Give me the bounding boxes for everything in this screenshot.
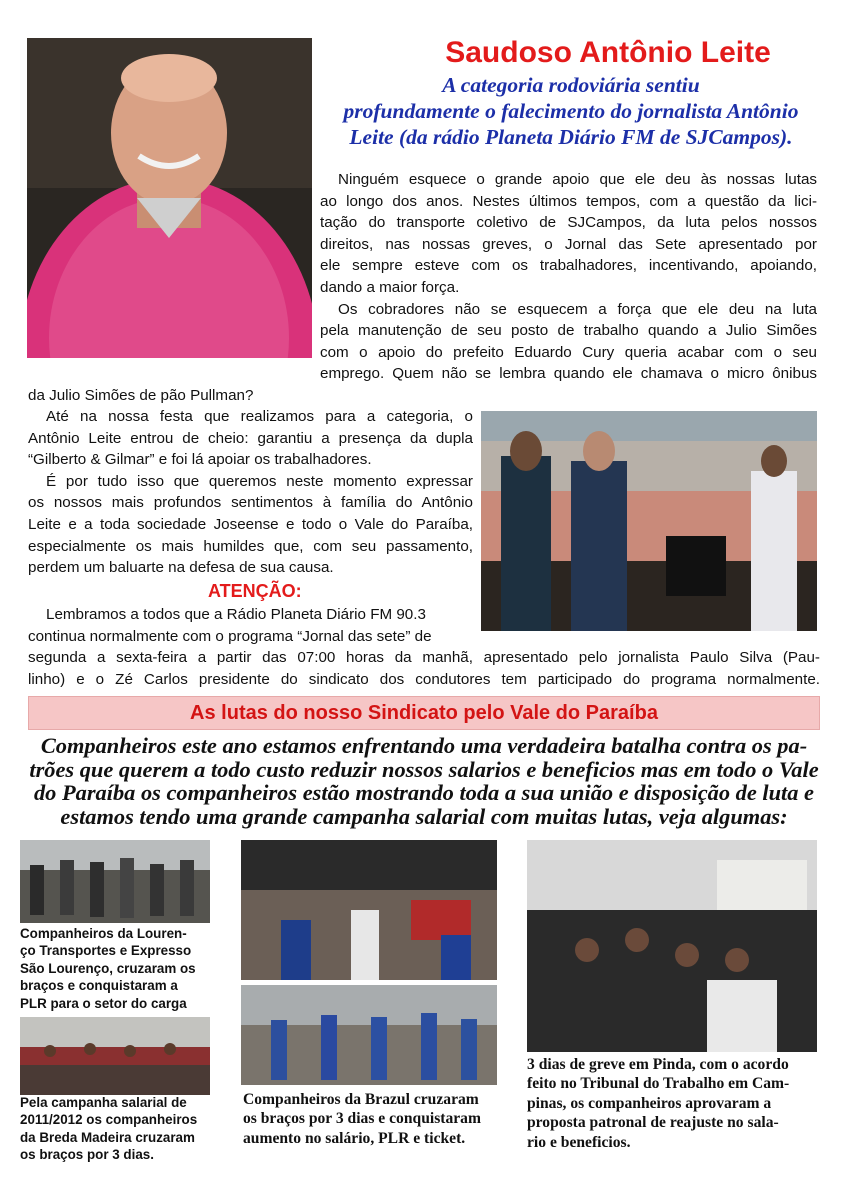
body-line: pela manutenção de seu posto de trabalho quando a Julio Simões bbox=[320, 322, 817, 340]
body-line: “Gilberto & Gilmar” e foi lá apoiar os trabalhadores. bbox=[28, 451, 372, 469]
subtitle-line: profundamente o falecimento do jornalista Antônio bbox=[343, 99, 799, 123]
body-line: Ninguém esquece o grande apoio que ele deu às nossas lutas bbox=[338, 171, 817, 188]
caption-line: braços e conquistaram a bbox=[20, 978, 178, 994]
lourenco-strike-photo bbox=[20, 840, 210, 923]
article-title: Saudoso Antônio Leite bbox=[445, 36, 771, 69]
caption-line: rio e beneficios. bbox=[527, 1133, 631, 1151]
body-line: dando a maior força. bbox=[320, 278, 460, 296]
caption-line: pinas, os companheiros aprovaram a bbox=[527, 1094, 772, 1112]
body-line: Leite e a toda sociedade Joseense e todo o Vale do Paraíba, bbox=[28, 515, 473, 533]
caption-brazul bbox=[243, 1090, 481, 1148]
subtitle-line: A categoria rodoviária sentiu bbox=[442, 73, 700, 97]
intro-line: Companheiros este ano estamos enfrentando uma verdadeira batalha contra os pa- bbox=[40, 733, 808, 758]
article-subtitle bbox=[316, 72, 826, 150]
body-line: ele sempre esteve com os trabalhadores, incentivando, apoiando, bbox=[320, 257, 817, 275]
intro-line: trões que querem a todo custo reduzir nossos salarios e beneficios mas em todo o Vale bbox=[29, 756, 819, 782]
body-line: emprego. Quem não se lembra quando ele chamava o micro ônibus bbox=[320, 365, 817, 383]
caption-line: aumento no salário, PLR e ticket. bbox=[243, 1129, 466, 1147]
caption-line: São Lourenço, cruzaram os bbox=[20, 960, 196, 976]
caption-line: Companheiros da Brazul cruzaram bbox=[243, 1091, 479, 1108]
body-line: com o apoio do prefeito Eduardo Cury queria acabar com o seu bbox=[320, 343, 817, 361]
body-line: da Julio Simões de pão Pullman? bbox=[28, 387, 254, 404]
body-line: Os cobradores não se esquecem a força que ele deu na luta bbox=[338, 300, 817, 318]
caption-line: Pela campanha salarial de bbox=[20, 1095, 187, 1110]
body-line: ao longo dos anos. Nestes últimos tempos, com a questão da lici- bbox=[320, 192, 817, 210]
article-body-right bbox=[320, 169, 817, 385]
pinda-assembly-photo bbox=[527, 840, 817, 1052]
breda-strike-photo bbox=[20, 1017, 210, 1095]
body-line: É por tudo isso que queremos neste momento expressar bbox=[46, 472, 473, 490]
festival-stage-photo bbox=[481, 411, 817, 631]
subtitle-line: Leite (da rádio Planeta Diário FM de SJCampos). bbox=[349, 125, 793, 149]
body-line: Lembramos a todos que a Rádio Planeta Diário FM 90.3 bbox=[46, 606, 426, 623]
attention-body bbox=[28, 604, 820, 690]
body-line: direitos, nas nossas greves, o Jornal das Sete apresentado por bbox=[320, 235, 817, 253]
section-intro bbox=[28, 734, 820, 828]
brazul-meeting-photo bbox=[241, 840, 497, 980]
caption-line: os braços por 3 dias. bbox=[20, 1147, 154, 1163]
intro-line: estamos tendo uma grande campanha salarial com muitas lutas, veja algumas: bbox=[60, 803, 788, 829]
caption-breda bbox=[20, 1094, 197, 1164]
caption-line: proposta patronal de reajuste no sala- bbox=[527, 1114, 779, 1132]
brazul-strike-photo bbox=[241, 985, 497, 1085]
body-line: os nossos mais profundos sentimentos à família do Antônio bbox=[28, 494, 473, 512]
body-line: tação do transporte coletivo de SJCampos, da luta pelos nossos bbox=[320, 214, 817, 232]
body-line: continua normalmente com o programa “Jornal das sete” de bbox=[28, 627, 432, 645]
attention-heading: ATENÇÃO: bbox=[208, 581, 302, 601]
section-banner-title: As lutas do nosso Sindicato pelo Vale do Paraíba bbox=[190, 702, 658, 724]
body-line: perdem um baluarte na defesa de sua causa. bbox=[28, 559, 334, 577]
caption-lourenco bbox=[20, 925, 196, 1012]
caption-line: ço Transportes e Expresso bbox=[20, 943, 192, 959]
caption-pinda bbox=[527, 1055, 789, 1152]
caption-line: os braços por 3 dias e conquistaram bbox=[243, 1110, 481, 1128]
article-body-left bbox=[28, 406, 473, 579]
caption-line: 3 dias de greve em Pinda, com o acordo bbox=[527, 1056, 789, 1073]
caption-line: 2011/2012 os companheiros bbox=[20, 1112, 198, 1128]
body-line: Antônio Leite entrou de cheio: garantiu a presença da dupla bbox=[28, 429, 473, 447]
portrait-photo bbox=[27, 38, 312, 358]
body-line: especialmente os mais humildes que, com seu passamento, bbox=[28, 537, 473, 555]
caption-line: feito no Tribunal do Trabalho em Cam- bbox=[527, 1075, 790, 1093]
caption-line: PLR para o setor do carga bbox=[20, 995, 187, 1011]
section-banner bbox=[28, 696, 820, 730]
intro-line: do Paraíba os companheiros estão mostrando toda a sua união e disposição de luta e bbox=[33, 780, 814, 806]
body-line: Até na nossa festa que realizamos para a categoria, o bbox=[46, 408, 473, 425]
caption-line: da Breda Madeira cruzaram bbox=[20, 1129, 195, 1145]
caption-line: Companheiros da Louren- bbox=[20, 926, 187, 941]
body-line: segunda a sexta-feira a partir das 07:00 horas da manhã, apresentado pelo jornalista Paulo Silva (Pau- bbox=[28, 649, 820, 667]
body-line: linho) e o Zé Carlos presidente do sindicato dos condutores tem participado do programa normalmente. bbox=[28, 670, 820, 688]
